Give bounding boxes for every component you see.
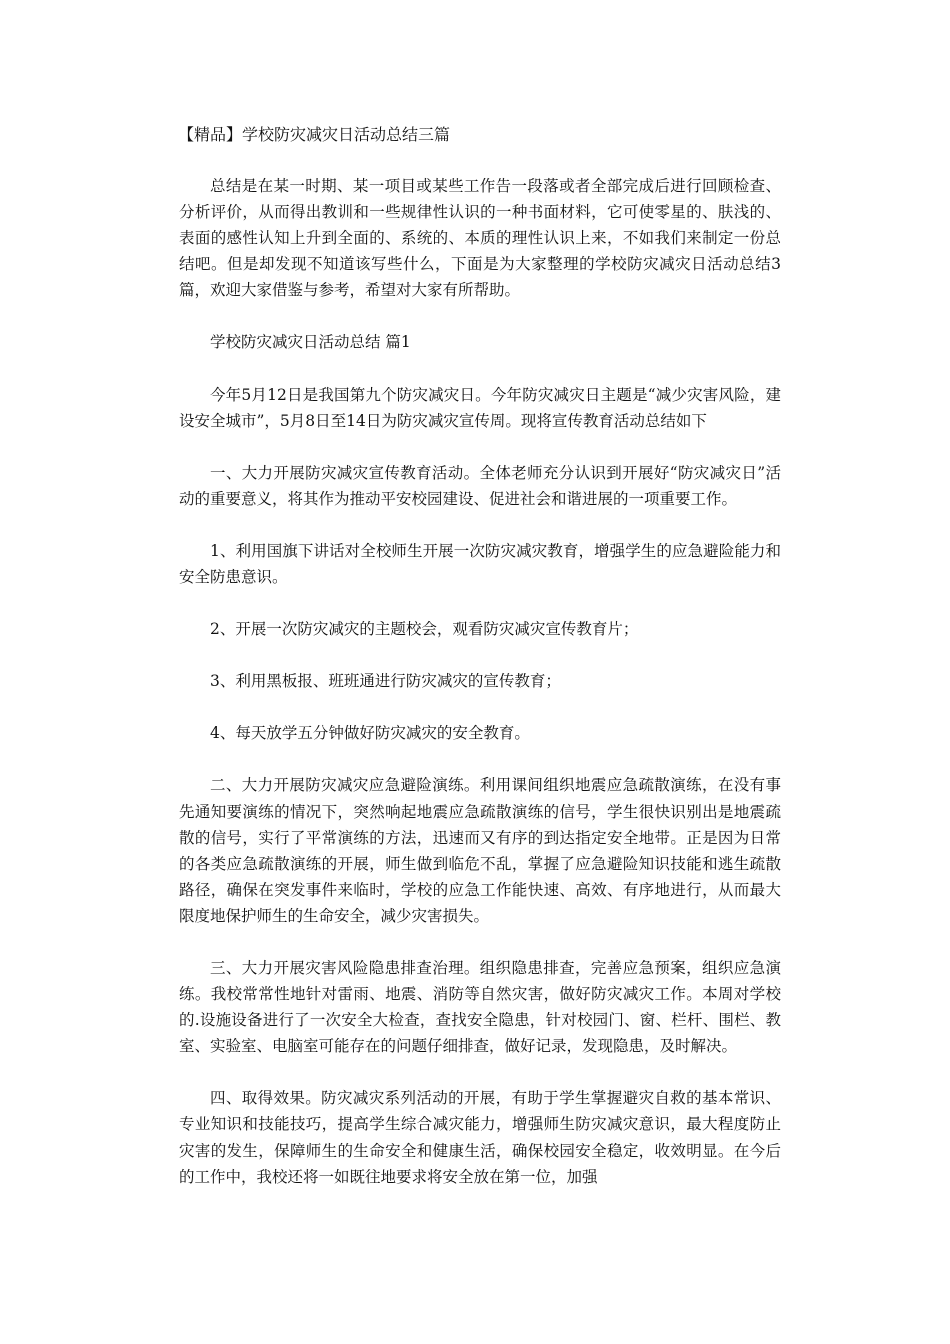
document-title: 【精品】学校防灾减灾日活动总结三篇 bbox=[178, 125, 451, 144]
document-body bbox=[179, 173, 781, 1216]
paragraph-point-4: 四、取得效果。防灾减灾系列活动的开展，有助于学生掌握避灾自救的基本常识、专业知识和技能技巧，提高学生综合减灾能力，增强师生防灾减灾意识，最大程度防止灾害的发生，保障师生的生命安全和健康生活，确保校园安全稳定，收效明显。在今后的工作中，我校还将一如既往地要求将安全放在第一位，加强 bbox=[179, 1089, 781, 1186]
list-item-4: 4、每天放学五分钟做好防灾减灾的安全教育。 bbox=[210, 724, 530, 743]
list-item-2: 2、开展一次防灾减灾的主题校会，观看防灾减灾宣传教育片； bbox=[210, 620, 639, 639]
paragraph-point-1: 一、大力开展防灾减灾宣传教育活动。全体老师充分认识到开展好“防灾减灾日”活动的重要意义，将其作为推动平安校园建设、促进社会和谐进展的一项重要工作。 bbox=[179, 463, 781, 508]
list-item-3: 3、利用黑板报、班班通进行防灾减灾的宣传教育； bbox=[210, 672, 561, 691]
section-heading-1: 学校防灾减灾日活动总结 篇1 bbox=[210, 333, 411, 352]
list-item-1: 1、利用国旗下讲话对全校师生开展一次防灾减灾教育，增强学生的应急避险能力和安全防患意识。 bbox=[179, 541, 781, 587]
paragraph-point-3: 三、大力开展灾害风险隐患排查治理。组织隐患排查，完善应急预案，组织应急演练。我校常常性地针对雷雨、地震、消防等自然灾害，做好防灾减灾工作。本周对学校的.设施设备进行了一次安全大检查，查找安全隐患，针对校园门、窗、栏杆、围栏、教室、实验室、电脑室可能存在的问题仔细排查，做好记录，发现隐患，及时解决。 bbox=[179, 958, 781, 1056]
paragraph-date-theme: 今年5月12日是我国第九个防灾减灾日。今年防灾减灾日主题是“减少灾害风险，建设安全城市”，5月8日至14日为防灾减灾宣传周。现将宣传教育活动总结如下 bbox=[179, 385, 781, 430]
intro-paragraph: 总结是在某一时期、某一项目或某些工作告一段落或者全部完成后进行回顾检查、分析评价，从而得出教训和一些规律性认识的一种书面材料，它可使零星的、肤浅的、表面的感性认知上升到全面的、系统的、本质的理性认识上来，不如我们来制定一份总结吧。但是却发现不知道该写些什么，下面是为大家整理的学校防灾减灾日活动总结3篇，欢迎大家借鉴与参考，希望对大家有所帮助。 bbox=[179, 177, 781, 300]
paragraph-point-2: 二、大力开展防灾减灾应急避险演练。利用课间组织地震应急疏散演练，在没有事先通知要演练的情况下，突然响起地震应急疏散演练的信号，学生很快识别出是地震疏散的信号，实行了平常演练的方法，迅速而又有序的到达指定安全地带。正是因为日常的各类应急疏散演练的开展，师生做到临危不乱，掌握了应急避险知识技能和逃生疏散路径，确保在突发事件来临时，学校的应急工作能快速、高效、有序地进行，从而最大限度地保护师生的生命安全，减少灾害损失。 bbox=[179, 776, 781, 925]
